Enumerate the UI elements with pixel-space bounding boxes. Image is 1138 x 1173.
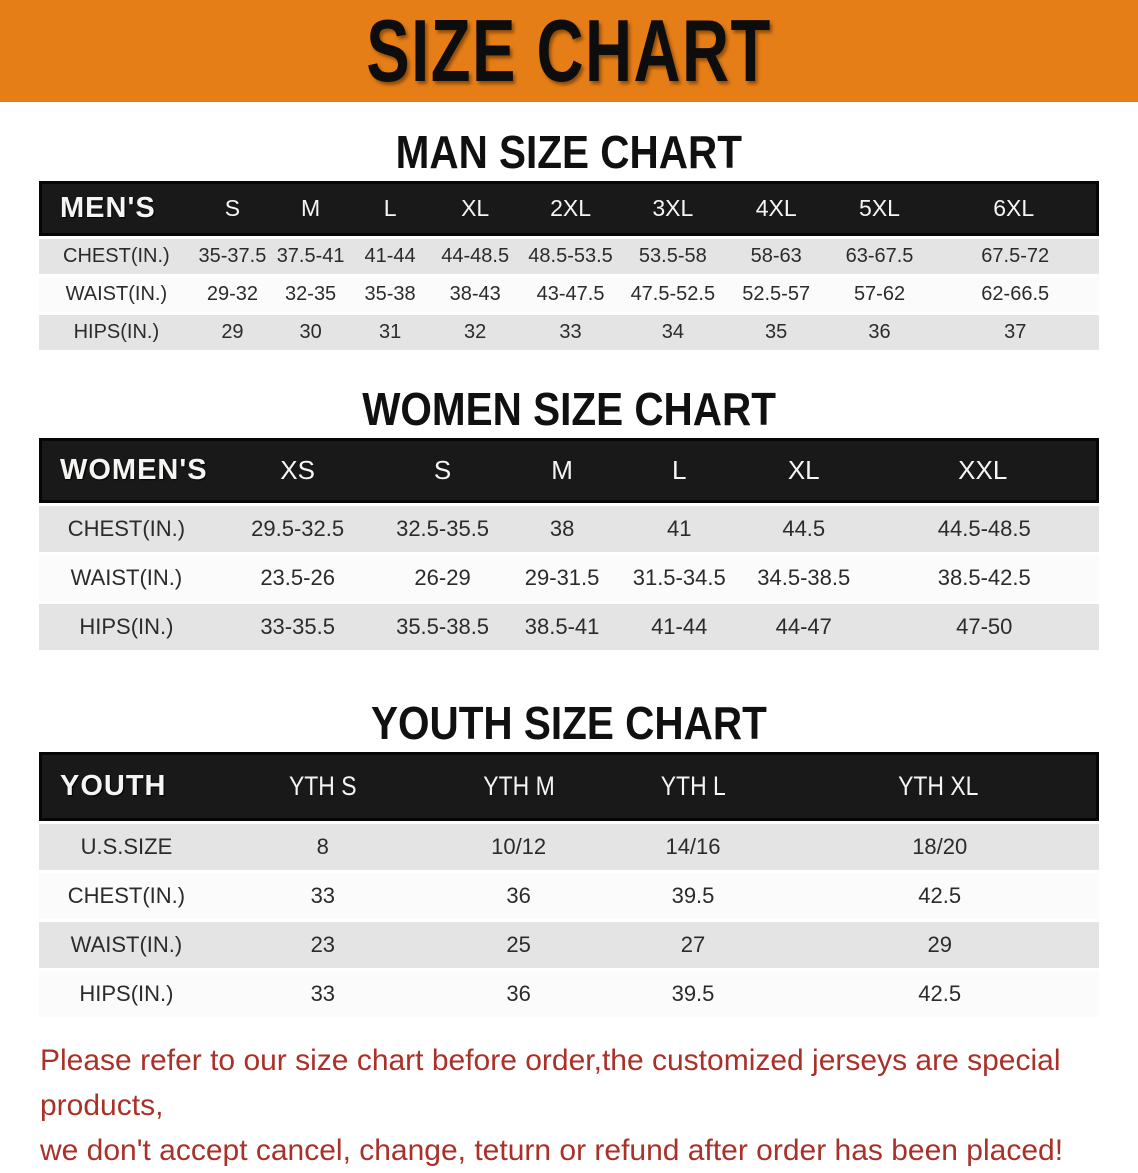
man-size-col-header: S [194,181,271,236]
cell: 67.5-72 [931,239,1099,274]
cell: 42.5 [780,873,1099,919]
cell: 10/12 [432,824,606,870]
row-label: HIPS(IN.) [39,604,214,650]
cell: 29-31.5 [504,555,621,601]
cell: 35.5-38.5 [381,604,503,650]
row-label: WAIST(IN.) [39,277,194,312]
row-label: U.S.SIZE [39,824,214,870]
youth-hips-row [39,971,1099,1017]
youth-size-table [39,749,1099,1020]
cell: 37.5-41 [271,239,350,274]
cell: 62-66.5 [931,277,1099,312]
women-size-col-header: XL [738,438,869,503]
cell: 33-35.5 [214,604,381,650]
row-label: CHEST(IN.) [39,873,214,919]
cell: 23.5-26 [214,555,381,601]
cell: 29 [194,315,271,350]
youth-heading-text: YOUTH SIZE CHART [371,697,767,749]
cell: 33 [520,315,621,350]
man-size-col-header: 6XL [931,181,1099,236]
cell: 26-29 [381,555,503,601]
cell: 38.5-41 [504,604,621,650]
man-hips-row [39,315,1099,350]
cell: 32.5-35.5 [381,506,503,552]
cell: 42.5 [780,971,1099,1017]
cell: 32 [430,315,520,350]
cell: 29-32 [194,277,271,312]
cell: 38-43 [430,277,520,312]
size-chart-banner [0,0,1138,102]
man-size-col-header: M [271,181,350,236]
man-size-col-header: L [350,181,430,236]
man-size-col-header: 4XL [725,181,828,236]
cell: 31.5-34.5 [620,555,738,601]
man-heading-text: MAN SIZE CHART [395,126,743,178]
banner-title: SIZE CHART [366,1,772,100]
cell: 41-44 [620,604,738,650]
women-size-col-header: M [504,438,621,503]
cell: 37 [931,315,1099,350]
row-label: CHEST(IN.) [39,506,214,552]
cell: 25 [432,922,606,968]
cell: 35-37.5 [194,239,271,274]
cell: 30 [271,315,350,350]
cell: 34 [621,315,725,350]
cell: 53.5-58 [621,239,725,274]
row-label: WAIST(IN.) [39,922,214,968]
man-section-heading [0,126,1138,178]
women-size-col-header: XS [214,438,381,503]
women-size-col-header: L [620,438,738,503]
youth-waist-row [39,922,1099,968]
women-heading-text: WOMEN SIZE CHART [362,383,776,435]
cell: 41-44 [350,239,430,274]
cell: 52.5-57 [725,277,828,312]
cell: 14/16 [606,824,781,870]
cell: 33 [214,873,432,919]
cell: 47.5-52.5 [621,277,725,312]
women-chest-row [39,506,1099,552]
man-size-col-header: 5XL [828,181,932,236]
cell: 36 [828,315,932,350]
man-size-col-header: 3XL [621,181,725,236]
man-table-header-row [39,181,1099,236]
cell: 34.5-38.5 [738,555,869,601]
youth-table-header-row [39,752,1099,821]
women-table-header-row [39,438,1099,503]
cell: 8 [214,824,432,870]
cell: 58-63 [725,239,828,274]
youth-size-col-header: YTH M [432,752,606,821]
cell: 43-47.5 [520,277,621,312]
row-label: HIPS(IN.) [39,971,214,1017]
row-label: CHEST(IN.) [39,239,194,274]
cell: 41 [620,506,738,552]
cell: 35 [725,315,828,350]
cell: 63-67.5 [828,239,932,274]
row-label: HIPS(IN.) [39,315,194,350]
cell: 38 [504,506,621,552]
youth-chest-row [39,873,1099,919]
man-waist-row [39,277,1099,312]
cell: 35-38 [350,277,430,312]
cell: 39.5 [606,971,781,1017]
women-size-col-header: XXL [869,438,1099,503]
cell: 29.5-32.5 [214,506,381,552]
cell: 44-48.5 [430,239,520,274]
cell: 31 [350,315,430,350]
man-size-col-header: 2XL [520,181,621,236]
youth-section-heading [0,697,1138,749]
man-size-table [39,178,1099,353]
disclaimer [40,1038,1118,1173]
youth-size-col-header: YTH S [214,752,432,821]
cell: 57-62 [828,277,932,312]
women-section-heading [0,383,1138,435]
youth-table-corner-label: YOUTH [39,752,214,821]
disclaimer-line-1: Please refer to our size chart before order,the customized jerseys are special products, [40,1044,1061,1122]
man-table-corner-label: MEN'S [39,181,194,236]
row-label: WAIST(IN.) [39,555,214,601]
youth-size-col-header: YTH L [606,752,781,821]
cell: 23 [214,922,432,968]
youth-size-col-header: YTH XL [780,752,1099,821]
cell: 36 [432,873,606,919]
cell: 44.5-48.5 [869,506,1099,552]
cell: 44-47 [738,604,869,650]
cell: 39.5 [606,873,781,919]
cell: 48.5-53.5 [520,239,621,274]
man-chest-row [39,239,1099,274]
women-table-corner-label: WOMEN'S [39,438,214,503]
women-size-col-header: S [381,438,503,503]
cell: 18/20 [780,824,1099,870]
cell: 44.5 [738,506,869,552]
cell: 29 [780,922,1099,968]
disclaimer-line-2: we don't accept cancel, change, teturn or refund after order has been placed! [40,1134,1064,1167]
cell: 27 [606,922,781,968]
man-size-col-header: XL [430,181,520,236]
women-hips-row [39,604,1099,650]
cell: 36 [432,971,606,1017]
women-size-table [39,435,1099,653]
cell: 38.5-42.5 [869,555,1099,601]
cell: 47-50 [869,604,1099,650]
cell: 33 [214,971,432,1017]
cell: 32-35 [271,277,350,312]
women-waist-row [39,555,1099,601]
youth-ussize-row [39,824,1099,870]
